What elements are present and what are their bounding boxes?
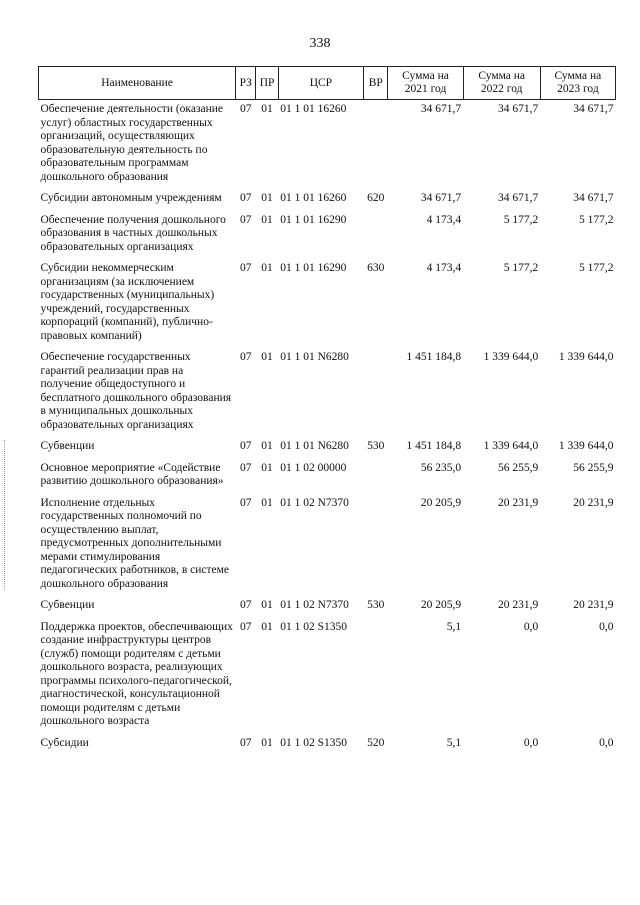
table-row (39, 734, 616, 756)
cell-sum-2023: 34 671,7 (573, 103, 614, 115)
scan-edge-mark (4, 440, 6, 590)
cell-sum-2022: 0,0 (523, 736, 539, 749)
cell-sum-2022: 1 339 644,0 (483, 351, 539, 363)
cell-name: Основное мероприятие «Содействие развитию дошкольного образования» (40, 461, 224, 487)
cell-name: Субсидии (40, 736, 89, 749)
cell-sum-2023: 34 671,7 (573, 192, 614, 204)
cell-rz: 07 (239, 262, 252, 274)
cell-pr: 01 (261, 351, 273, 363)
cell-csr: 01 1 01 16260 (280, 103, 347, 115)
cell-sum-2022: 0,0 (523, 620, 539, 633)
header-sum-2021: Сумма на 2021 год (388, 67, 463, 100)
table-row (39, 618, 616, 734)
cell-sum-2023: 5 177,2 (579, 262, 614, 274)
cell-pr: 01 (261, 192, 273, 204)
cell-rz: 07 (239, 496, 252, 509)
cell-csr: 01 1 01 N6280 (280, 440, 349, 452)
table-row (39, 596, 616, 618)
cell-sum-2022: 34 671,7 (498, 192, 539, 204)
table-row (39, 348, 616, 437)
cell-csr: 01 1 01 16260 (280, 192, 347, 204)
cell-sum-2022: 34 671,7 (498, 103, 539, 115)
cell-pr: 01 (261, 736, 273, 749)
cell-csr: 01 1 02 S1350 (280, 736, 347, 749)
table-row (39, 494, 616, 597)
cell-sum-2021: 5,1 (446, 620, 462, 633)
budget-table (38, 66, 616, 755)
cell-vr (364, 459, 388, 494)
cell-pr: 01 (261, 496, 273, 509)
cell-pr: 01 (261, 262, 273, 274)
cell-pr: 01 (261, 103, 273, 115)
cell-csr: 01 1 01 N6280 (280, 351, 349, 363)
cell-sum-2021: 34 671,7 (420, 192, 462, 204)
cell-sum-2021: 34 671,7 (420, 103, 462, 115)
cell-sum-2022: 20 231,9 (498, 599, 539, 611)
cell-vr (364, 618, 388, 734)
table-row (39, 189, 616, 211)
cell-sum-2021: 20 205,9 (420, 599, 462, 611)
cell-sum-2021: 5,1 (446, 736, 462, 749)
cell-vr: 530 (367, 440, 385, 452)
cell-name: Поддержка проектов, обеспечивающих создание инфраструктуры центров (служб) помощи родителям с детьми дошкольного возраста, реализующих программы психолого-педагогической, диагностической, консультационной помощи родителям с детьми дошкольного возраста (40, 620, 233, 727)
table-body (39, 100, 616, 756)
cell-sum-2021: 56 235,0 (420, 461, 462, 474)
cell-sum-2022: 56 255,9 (498, 461, 539, 474)
cell-vr: 620 (367, 192, 385, 204)
header-pr: ПР (256, 67, 278, 100)
cell-sum-2021: 1 451 184,8 (406, 440, 462, 452)
table-row (39, 211, 616, 260)
header-vr: ВР (364, 67, 388, 100)
cell-rz: 07 (239, 599, 252, 611)
cell-pr: 01 (261, 620, 273, 633)
cell-name: Обеспечение деятельности (оказание услуг) областных государственных организаций, осуществляющих образовательную деятельность по образовательным программам дошкольного образования (40, 103, 224, 183)
cell-csr: 01 1 02 S1350 (280, 620, 347, 633)
cell-csr: 01 1 01 16290 (280, 262, 347, 274)
cell-rz: 07 (239, 351, 252, 363)
page-number: 338 (309, 36, 331, 51)
header-rz: РЗ (236, 67, 256, 100)
cell-sum-2021: 20 205,9 (420, 496, 462, 509)
cell-sum-2023: 1 339 644,0 (558, 351, 614, 363)
cell-sum-2023: 20 231,9 (573, 599, 614, 611)
cell-vr (364, 348, 388, 437)
cell-vr (364, 211, 388, 260)
cell-pr: 01 (261, 461, 273, 474)
cell-name: Обеспечение государственных гарантий реализации прав на получение общедоступного и бесплатного дошкольного образования в муниципальных дошкольных образовательных организациях (40, 351, 232, 431)
cell-pr: 01 (261, 440, 273, 452)
cell-csr: 01 1 02 N7370 (280, 496, 349, 509)
table-header-row (39, 67, 616, 100)
cell-vr: 630 (367, 262, 385, 274)
header-csr: ЦСР (278, 67, 363, 100)
header-sum-2022: Сумма на 2022 год (463, 67, 540, 100)
cell-vr: 530 (367, 599, 385, 611)
cell-sum-2022: 20 231,9 (498, 496, 539, 509)
cell-sum-2023: 0,0 (599, 620, 614, 633)
cell-pr: 01 (261, 599, 273, 611)
cell-sum-2021: 1 451 184,8 (406, 351, 462, 363)
cell-csr: 01 1 02 N7370 (280, 599, 349, 611)
cell-vr: 520 (367, 736, 385, 749)
cell-name: Субвенции (40, 599, 95, 611)
cell-pr: 01 (261, 213, 273, 226)
cell-name: Исполнение отдельных государственных полномочий по осуществлению выплат, предусмотренных дополнительными мерами стимулирования педагогических работников, в системе дошкольного образования (40, 496, 230, 590)
table-row (39, 100, 616, 190)
cell-name: Субвенции (40, 440, 95, 452)
cell-sum-2021: 4 173,4 (426, 213, 462, 226)
table-row (39, 459, 616, 494)
cell-sum-2022: 1 339 644,0 (483, 440, 539, 452)
cell-vr (364, 494, 388, 597)
cell-rz: 07 (239, 103, 252, 115)
cell-sum-2023: 0,0 (599, 736, 614, 749)
table-row (39, 259, 616, 348)
cell-name: Обеспечение получения дошкольного образования в частных дошкольных образовательных организациях (40, 213, 226, 253)
table-row (39, 437, 616, 459)
cell-csr: 01 1 01 16290 (280, 213, 347, 226)
cell-sum-2023: 56 255,9 (573, 461, 614, 474)
cell-rz: 07 (239, 192, 252, 204)
cell-sum-2023: 1 339 644,0 (558, 440, 614, 452)
cell-name: Субсидии некоммерческим организациям (за исключением государственных (муниципальных) учреждений, государственных корпораций (компаний), публично-правовых компаний) (40, 262, 215, 342)
cell-vr (364, 100, 388, 190)
header-name: Наименование (39, 67, 236, 100)
cell-csr: 01 1 02 00000 (280, 461, 347, 474)
cell-sum-2022: 5 177,2 (503, 262, 539, 274)
cell-sum-2023: 5 177,2 (579, 213, 614, 226)
cell-rz: 07 (239, 213, 252, 226)
cell-rz: 07 (239, 736, 252, 749)
cell-sum-2021: 4 173,4 (426, 262, 462, 274)
cell-sum-2023: 20 231,9 (573, 496, 614, 509)
cell-rz: 07 (239, 461, 252, 474)
cell-sum-2022: 5 177,2 (503, 213, 539, 226)
cell-rz: 07 (239, 440, 252, 452)
header-sum-2023: Сумма на 2023 год (540, 67, 615, 100)
cell-name: Субсидии автономным учреждениям (40, 192, 222, 204)
cell-rz: 07 (239, 620, 252, 633)
